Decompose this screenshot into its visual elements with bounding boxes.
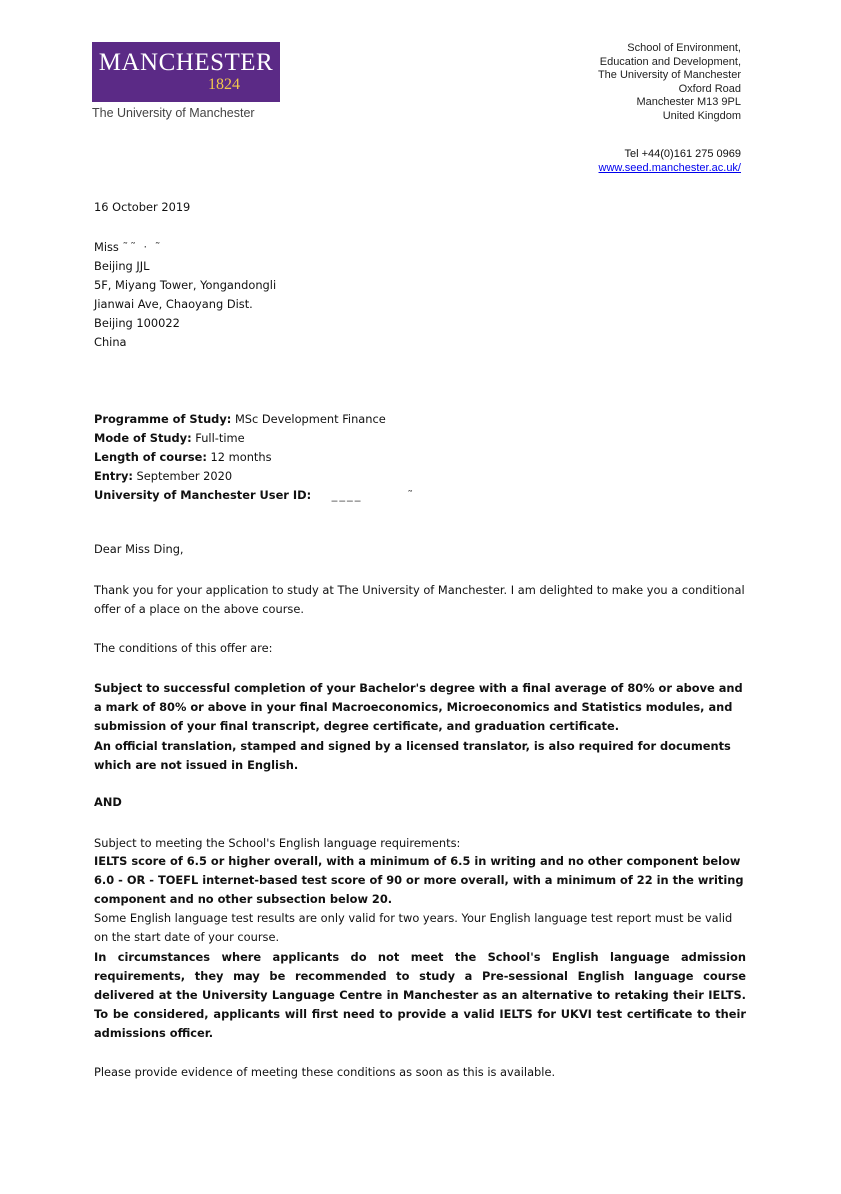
address-line: Oxford Road — [678, 82, 741, 95]
recipient-line: Beijing JJL — [94, 259, 150, 273]
address-line: School of Environment, — [627, 42, 741, 54]
recipient-name: Miss — [94, 240, 119, 254]
recipient-line: Jianwai Ave, Chaoyang Dist. — [94, 297, 253, 311]
recipient-line: China — [94, 335, 127, 349]
and-separator: AND — [94, 795, 122, 809]
entry-label: Entry: — [94, 469, 133, 483]
programme-details — [94, 410, 415, 505]
address-line: Education and Development, — [599, 55, 741, 68]
logo-year: 1824 — [208, 76, 240, 93]
conditions-intro: The conditions of this offer are: — [94, 641, 273, 655]
programme-value: MSc Development Finance — [231, 412, 386, 426]
mode-label: Mode of Study: — [94, 431, 192, 445]
evidence-request: Please provide evidence of meeting these conditions as soon as this is available. — [94, 1065, 556, 1079]
contact-block — [599, 148, 741, 175]
entry-value: September 2020 — [132, 469, 233, 483]
website-link[interactable]: www.seed.manchester.ac.uk/ — [598, 161, 741, 174]
condition-degree: Subject to successful completion of your Bachelor's degree with a final average of 80% or above and a mark of 80% or above in your final Macroeconomics, Microeconomics and Statistics modules, and submission of your final transcript, degree certificate, and graduation certificate. — [94, 681, 743, 733]
university-logo — [92, 42, 280, 102]
redacted-user-id: ____ ˜ — [314, 488, 416, 502]
logo-university-name: The University of Manchester — [92, 106, 255, 120]
programme-label: Programme of Study: — [94, 412, 232, 426]
presessional-info: In circumstances where applicants do not meet the School's English language admission requirements, they may be recommended to study a Pre-sessional English language course delivered at the University Language Centre in Manchester as an alternative to retaking their IELTS. To be considered, applicants will first need to provide a valid IELTS for UKVI test certificate to their admissions officer. — [94, 950, 746, 1040]
recipient-line: Beijing 100022 — [94, 316, 180, 330]
length-label: Length of course: — [94, 450, 207, 464]
letter-date: 16 October 2019 — [94, 200, 191, 214]
address-line: United Kingdom — [662, 109, 741, 122]
condition-translation: An official translation, stamped and signed by a licensed translator, is also required for documents which are not issued in English. — [94, 739, 731, 772]
mode-value: Full-time — [191, 431, 245, 445]
address-line: Manchester M13 9PL — [636, 96, 741, 108]
recipient-address — [94, 238, 276, 352]
logo-wordmark: MANCHESTER — [98, 49, 274, 76]
test-validity: Some English language test results are only valid for two years. Your English language test report must be valid on the start date of your course. — [94, 911, 733, 944]
user-id-label: University of Manchester User ID: — [94, 488, 312, 502]
salutation: Dear Miss Ding, — [94, 542, 184, 556]
english-heading: Subject to meeting the School's English language requirements: — [94, 836, 461, 850]
english-requirements: IELTS score of 6.5 or higher overall, with a minimum of 6.5 in writing and no other component below 6.0 - OR - TOEFL internet-based test score of 90 or more overall, with a minimum of 22 in the writing component and no other subsection below 20. — [94, 854, 744, 906]
recipient-line: 5F, Miyang Tower, Yongandongli — [94, 278, 277, 292]
school-address — [598, 42, 741, 123]
redacted-name: ˜˜ · ˜ — [122, 240, 163, 254]
telephone: Tel +44(0)161 275 0969 — [624, 148, 741, 160]
intro-paragraph: Thank you for your application to study at The University of Manchester. I am delighted to make you a conditional offer of a place on the above course. — [94, 583, 745, 616]
address-line: The University of Manchester — [597, 69, 741, 81]
length-value: 12 months — [206, 450, 272, 464]
